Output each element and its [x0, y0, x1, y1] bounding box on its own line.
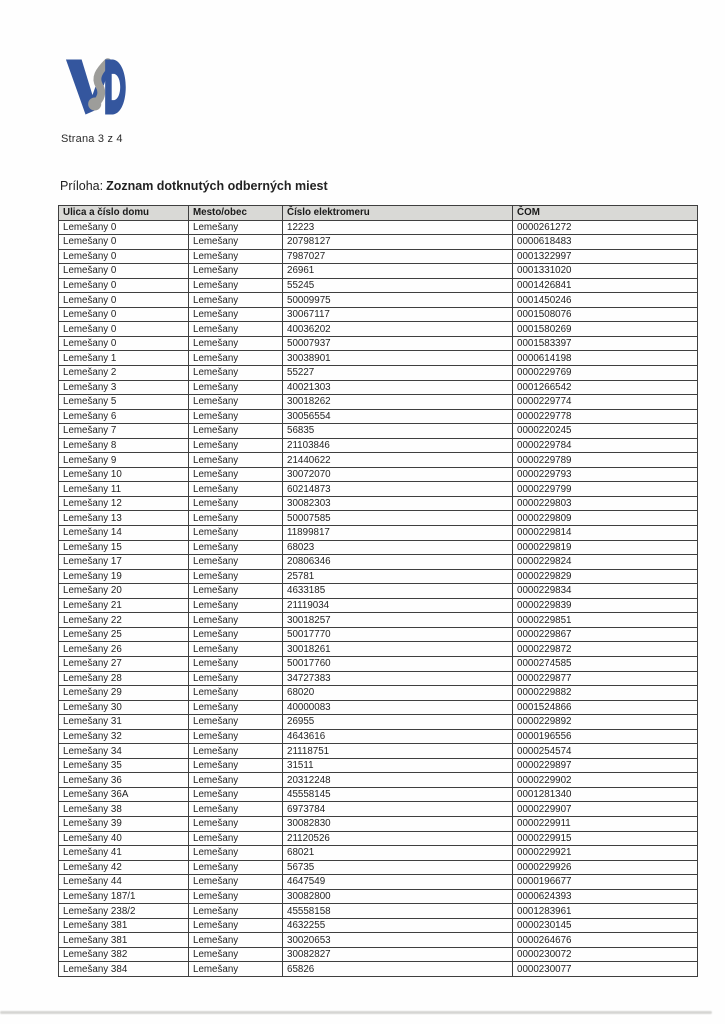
com-cell: 0000196677 — [513, 875, 698, 890]
table-row — [59, 395, 698, 410]
table-row — [59, 526, 698, 541]
city-cell: Lemešany — [189, 700, 283, 715]
logo-s-dot — [88, 97, 101, 110]
city-cell: Lemešany — [189, 962, 283, 977]
city-cell: Lemešany — [189, 322, 283, 337]
table-row — [59, 278, 698, 293]
city-cell: Lemešany — [189, 249, 283, 264]
street-cell: Lemešany 0 — [59, 235, 189, 250]
street-cell: Lemešany 35 — [59, 758, 189, 773]
city-cell: Lemešany — [189, 627, 283, 642]
street-cell: Lemešany 384 — [59, 962, 189, 977]
com-cell: 0000196556 — [513, 729, 698, 744]
city-cell: Lemešany — [189, 424, 283, 439]
com-cell: 0000220245 — [513, 424, 698, 439]
street-cell: Lemešany 27 — [59, 656, 189, 671]
meter-number-cell: 4643616 — [283, 729, 513, 744]
city-cell: Lemešany — [189, 933, 283, 948]
meter-number-cell: 50009975 — [283, 293, 513, 308]
table-row — [59, 336, 698, 351]
table-row — [59, 656, 698, 671]
meter-number-cell: 45558145 — [283, 787, 513, 802]
meter-number-cell: 30067117 — [283, 307, 513, 322]
meter-number-cell: 68020 — [283, 686, 513, 701]
street-cell: Lemešany 382 — [59, 947, 189, 962]
street-cell: Lemešany 6 — [59, 409, 189, 424]
table-row — [59, 249, 698, 264]
com-cell: 0000229872 — [513, 642, 698, 657]
com-cell: 0000229819 — [513, 540, 698, 555]
city-cell: Lemešany — [189, 235, 283, 250]
com-cell: 0000229915 — [513, 831, 698, 846]
street-cell: Lemešany 5 — [59, 395, 189, 410]
table-row — [59, 496, 698, 511]
com-cell: 0000229921 — [513, 846, 698, 861]
city-cell: Lemešany — [189, 409, 283, 424]
com-cell: 0000229897 — [513, 758, 698, 773]
street-cell: Lemešany 34 — [59, 744, 189, 759]
table-row — [59, 627, 698, 642]
com-cell: 0000229829 — [513, 569, 698, 584]
com-cell: 0001450246 — [513, 293, 698, 308]
table-row — [59, 613, 698, 628]
street-cell: Lemešany 0 — [59, 307, 189, 322]
com-cell: 0000229784 — [513, 438, 698, 453]
table-row — [59, 700, 698, 715]
city-cell: Lemešany — [189, 569, 283, 584]
street-cell: Lemešany 10 — [59, 467, 189, 482]
street-cell: Lemešany 36 — [59, 773, 189, 788]
meter-number-cell: 30082303 — [283, 496, 513, 511]
street-cell: Lemešany 1 — [59, 351, 189, 366]
meter-number-cell: 30038901 — [283, 351, 513, 366]
meter-number-cell: 6973784 — [283, 802, 513, 817]
com-cell: 0001508076 — [513, 307, 698, 322]
street-cell: Lemešany 2 — [59, 366, 189, 381]
meter-number-cell: 20312248 — [283, 773, 513, 788]
table-row — [59, 307, 698, 322]
table-row — [59, 467, 698, 482]
table-row — [59, 962, 698, 977]
street-cell: Lemešany 19 — [59, 569, 189, 584]
street-cell: Lemešany 13 — [59, 511, 189, 526]
city-cell: Lemešany — [189, 686, 283, 701]
city-cell: Lemešany — [189, 380, 283, 395]
table-row — [59, 933, 698, 948]
meter-number-cell: 31511 — [283, 758, 513, 773]
table-row — [59, 947, 698, 962]
com-cell: 0001322997 — [513, 249, 698, 264]
city-cell: Lemešany — [189, 671, 283, 686]
attachment-heading — [60, 179, 328, 193]
page-number: Strana 3 z 4 — [61, 133, 123, 145]
city-cell: Lemešany — [189, 336, 283, 351]
com-cell: 0000229851 — [513, 613, 698, 628]
meter-number-cell: 21103846 — [283, 438, 513, 453]
meter-number-cell: 34727383 — [283, 671, 513, 686]
meter-number-cell: 30018257 — [283, 613, 513, 628]
com-cell: 0000274585 — [513, 656, 698, 671]
table-row — [59, 642, 698, 657]
com-cell: 0000230077 — [513, 962, 698, 977]
city-cell: Lemešany — [189, 729, 283, 744]
com-cell: 0000624393 — [513, 889, 698, 904]
table-row — [59, 453, 698, 468]
attachment-label: Príloha: — [60, 179, 104, 193]
table-row — [59, 598, 698, 613]
table-row — [59, 802, 698, 817]
city-cell: Lemešany — [189, 467, 283, 482]
meter-number-cell: 65826 — [283, 962, 513, 977]
table-row — [59, 351, 698, 366]
table-row — [59, 540, 698, 555]
street-cell: Lemešany 0 — [59, 220, 189, 235]
table-row — [59, 875, 698, 890]
street-cell: Lemešany 42 — [59, 860, 189, 875]
city-cell: Lemešany — [189, 351, 283, 366]
meter-number-cell: 30018261 — [283, 642, 513, 657]
street-cell: Lemešany 12 — [59, 496, 189, 511]
com-cell: 0000229793 — [513, 467, 698, 482]
city-cell: Lemešany — [189, 875, 283, 890]
table-row — [59, 860, 698, 875]
com-cell: 0001580269 — [513, 322, 698, 337]
city-cell: Lemešany — [189, 918, 283, 933]
meter-number-cell: 50007585 — [283, 511, 513, 526]
com-cell: 0000229803 — [513, 496, 698, 511]
meter-number-cell: 55245 — [283, 278, 513, 293]
city-cell: Lemešany — [189, 453, 283, 468]
com-cell: 0000229911 — [513, 816, 698, 831]
com-cell: 0000264676 — [513, 933, 698, 948]
meter-number-cell: 30082830 — [283, 816, 513, 831]
meter-number-cell: 26955 — [283, 715, 513, 730]
street-cell: Lemešany 0 — [59, 293, 189, 308]
street-cell: Lemešany 26 — [59, 642, 189, 657]
street-cell: Lemešany 381 — [59, 933, 189, 948]
city-cell: Lemešany — [189, 613, 283, 628]
street-cell: Lemešany 17 — [59, 555, 189, 570]
city-cell: Lemešany — [189, 715, 283, 730]
com-cell: 0001331020 — [513, 264, 698, 279]
meter-number-cell: 40021303 — [283, 380, 513, 395]
com-cell: 0000229778 — [513, 409, 698, 424]
meter-number-cell: 4647549 — [283, 875, 513, 890]
street-cell: Lemešany 381 — [59, 918, 189, 933]
meter-number-cell: 45558158 — [283, 904, 513, 919]
com-cell: 0000229892 — [513, 715, 698, 730]
column-header-street: Ulica a číslo domu — [59, 206, 189, 221]
meter-number-cell: 30020653 — [283, 933, 513, 948]
city-cell: Lemešany — [189, 264, 283, 279]
table-row — [59, 744, 698, 759]
meter-number-cell: 68023 — [283, 540, 513, 555]
city-cell: Lemešany — [189, 904, 283, 919]
attachment-title: Zoznam dotknutých odberných miest — [106, 179, 328, 193]
city-cell: Lemešany — [189, 293, 283, 308]
city-cell: Lemešany — [189, 846, 283, 861]
city-cell: Lemešany — [189, 496, 283, 511]
com-cell: 0000229834 — [513, 584, 698, 599]
com-cell: 0000230145 — [513, 918, 698, 933]
street-cell: Lemešany 36A — [59, 787, 189, 802]
table-row — [59, 773, 698, 788]
table-row — [59, 366, 698, 381]
city-cell: Lemešany — [189, 555, 283, 570]
street-cell: Lemešany 40 — [59, 831, 189, 846]
table-row — [59, 569, 698, 584]
com-cell: 0000229877 — [513, 671, 698, 686]
city-cell: Lemešany — [189, 307, 283, 322]
meter-number-cell: 21119034 — [283, 598, 513, 613]
meter-number-cell: 30082827 — [283, 947, 513, 962]
com-cell: 0001426841 — [513, 278, 698, 293]
meter-number-cell: 40000083 — [283, 700, 513, 715]
street-cell: Lemešany 14 — [59, 526, 189, 541]
city-cell: Lemešany — [189, 860, 283, 875]
city-cell: Lemešany — [189, 802, 283, 817]
meter-number-cell: 21440622 — [283, 453, 513, 468]
com-cell: 0000229882 — [513, 686, 698, 701]
street-cell: Lemešany 30 — [59, 700, 189, 715]
com-cell: 0000229809 — [513, 511, 698, 526]
table-body — [59, 220, 698, 976]
street-cell: Lemešany 29 — [59, 686, 189, 701]
meter-number-cell: 21120526 — [283, 831, 513, 846]
street-cell: Lemešany 39 — [59, 816, 189, 831]
city-cell: Lemešany — [189, 526, 283, 541]
city-cell: Lemešany — [189, 656, 283, 671]
meter-number-cell: 56835 — [283, 424, 513, 439]
street-cell: Lemešany 11 — [59, 482, 189, 497]
street-cell: Lemešany 44 — [59, 875, 189, 890]
table-row — [59, 889, 698, 904]
city-cell: Lemešany — [189, 947, 283, 962]
city-cell: Lemešany — [189, 773, 283, 788]
meter-number-cell: 25781 — [283, 569, 513, 584]
table-row — [59, 846, 698, 861]
com-cell: 0001524866 — [513, 700, 698, 715]
table-row — [59, 293, 698, 308]
table-row — [59, 816, 698, 831]
com-cell: 0001266542 — [513, 380, 698, 395]
consumption-points-table — [58, 205, 698, 977]
table-row — [59, 438, 698, 453]
street-cell: Lemešany 31 — [59, 715, 189, 730]
street-cell: Lemešany 238/2 — [59, 904, 189, 919]
meter-number-cell: 4632255 — [283, 918, 513, 933]
com-cell: 0000254574 — [513, 744, 698, 759]
street-cell: Lemešany 28 — [59, 671, 189, 686]
table-header-row — [59, 206, 698, 221]
meter-number-cell: 11899817 — [283, 526, 513, 541]
city-cell: Lemešany — [189, 278, 283, 293]
com-cell: 0000229814 — [513, 526, 698, 541]
city-cell: Lemešany — [189, 482, 283, 497]
table-row — [59, 482, 698, 497]
street-cell: Lemešany 7 — [59, 424, 189, 439]
meter-number-cell: 55227 — [283, 366, 513, 381]
com-cell: 0000230072 — [513, 947, 698, 962]
meter-number-cell: 50017760 — [283, 656, 513, 671]
com-cell: 0001281340 — [513, 787, 698, 802]
street-cell: Lemešany 0 — [59, 264, 189, 279]
vsd-logo — [62, 56, 130, 118]
city-cell: Lemešany — [189, 831, 283, 846]
meter-number-cell: 12223 — [283, 220, 513, 235]
com-cell: 0000229902 — [513, 773, 698, 788]
city-cell: Lemešany — [189, 540, 283, 555]
street-cell: Lemešany 38 — [59, 802, 189, 817]
meter-number-cell: 20806346 — [283, 555, 513, 570]
city-cell: Lemešany — [189, 511, 283, 526]
meter-number-cell: 30056554 — [283, 409, 513, 424]
com-cell: 0000261272 — [513, 220, 698, 235]
table-row — [59, 729, 698, 744]
city-cell: Lemešany — [189, 584, 283, 599]
street-cell: Lemešany 187/1 — [59, 889, 189, 904]
scan-artifact-line — [0, 1011, 712, 1014]
table-row — [59, 584, 698, 599]
meter-number-cell: 50017770 — [283, 627, 513, 642]
column-header-meter-number: Číslo elektromeru — [283, 206, 513, 221]
city-cell: Lemešany — [189, 395, 283, 410]
street-cell: Lemešany 32 — [59, 729, 189, 744]
table-row — [59, 787, 698, 802]
table-row — [59, 715, 698, 730]
table-row — [59, 424, 698, 439]
table-row — [59, 686, 698, 701]
meter-number-cell: 30082800 — [283, 889, 513, 904]
city-cell: Lemešany — [189, 642, 283, 657]
table-row — [59, 831, 698, 846]
table-row — [59, 758, 698, 773]
table-row — [59, 322, 698, 337]
com-cell: 0000229824 — [513, 555, 698, 570]
city-cell: Lemešany — [189, 816, 283, 831]
com-cell: 0000229907 — [513, 802, 698, 817]
meter-number-cell: 20798127 — [283, 235, 513, 250]
street-cell: Lemešany 0 — [59, 249, 189, 264]
table-row — [59, 918, 698, 933]
table-row — [59, 671, 698, 686]
com-cell: 0000618483 — [513, 235, 698, 250]
city-cell: Lemešany — [189, 598, 283, 613]
street-cell: Lemešany 3 — [59, 380, 189, 395]
city-cell: Lemešany — [189, 758, 283, 773]
com-cell: 0000229774 — [513, 395, 698, 410]
com-cell: 0000229799 — [513, 482, 698, 497]
city-cell: Lemešany — [189, 220, 283, 235]
table-row — [59, 555, 698, 570]
street-cell: Lemešany 8 — [59, 438, 189, 453]
city-cell: Lemešany — [189, 787, 283, 802]
com-cell: 0000229769 — [513, 366, 698, 381]
meter-number-cell: 7987027 — [283, 249, 513, 264]
meter-number-cell: 21118751 — [283, 744, 513, 759]
meter-number-cell: 56735 — [283, 860, 513, 875]
table-row — [59, 511, 698, 526]
street-cell: Lemešany 9 — [59, 453, 189, 468]
city-cell: Lemešany — [189, 889, 283, 904]
table-row — [59, 409, 698, 424]
street-cell: Lemešany 15 — [59, 540, 189, 555]
meter-number-cell: 30072070 — [283, 467, 513, 482]
meter-number-cell: 30018262 — [283, 395, 513, 410]
com-cell: 0000229839 — [513, 598, 698, 613]
street-cell: Lemešany 20 — [59, 584, 189, 599]
street-cell: Lemešany 21 — [59, 598, 189, 613]
table-row — [59, 220, 698, 235]
city-cell: Lemešany — [189, 438, 283, 453]
city-cell: Lemešany — [189, 366, 283, 381]
table-row — [59, 235, 698, 250]
column-header-com: ČOM — [513, 206, 698, 221]
com-cell: 0001283961 — [513, 904, 698, 919]
meter-number-cell: 68021 — [283, 846, 513, 861]
meter-number-cell: 50007937 — [283, 336, 513, 351]
logo-d-letter — [105, 60, 126, 115]
table-row — [59, 904, 698, 919]
com-cell: 0001583397 — [513, 336, 698, 351]
city-cell: Lemešany — [189, 744, 283, 759]
meter-number-cell: 60214873 — [283, 482, 513, 497]
table-row — [59, 380, 698, 395]
street-cell: Lemešany 41 — [59, 846, 189, 861]
street-cell: Lemešany 25 — [59, 627, 189, 642]
meter-number-cell: 40036202 — [283, 322, 513, 337]
column-header-city: Mesto/obec — [189, 206, 283, 221]
com-cell: 0000614198 — [513, 351, 698, 366]
table-row — [59, 264, 698, 279]
street-cell: Lemešany 0 — [59, 278, 189, 293]
street-cell: Lemešany 22 — [59, 613, 189, 628]
com-cell: 0000229926 — [513, 860, 698, 875]
com-cell: 0000229789 — [513, 453, 698, 468]
street-cell: Lemešany 0 — [59, 322, 189, 337]
meter-number-cell: 26961 — [283, 264, 513, 279]
com-cell: 0000229867 — [513, 627, 698, 642]
meter-number-cell: 4633185 — [283, 584, 513, 599]
street-cell: Lemešany 0 — [59, 336, 189, 351]
